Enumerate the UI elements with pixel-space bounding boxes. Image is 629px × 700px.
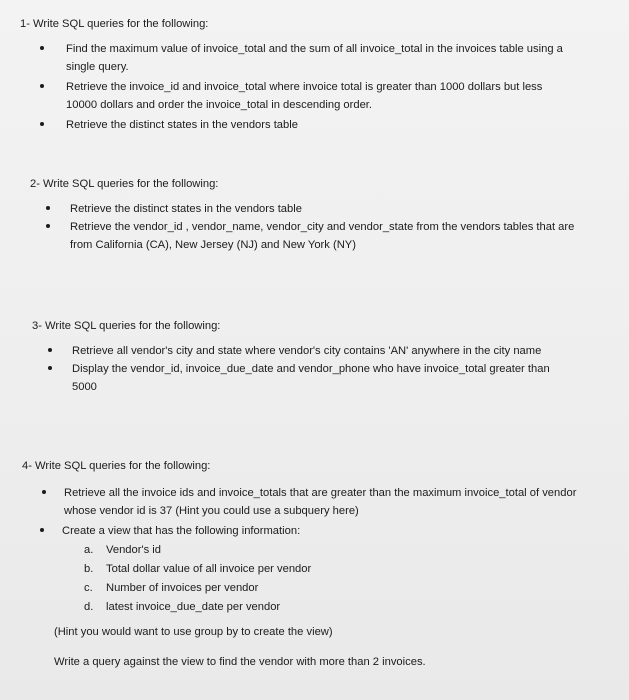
section-4-list (0, 484, 629, 617)
hint-note: (Hint you would want to use group by to create the view) (54, 626, 333, 638)
bullet-icon (46, 206, 50, 210)
section-1-list (0, 40, 629, 134)
section-2-item-2: Retrieve the vendor_id , vendor_name, vendor_city and vendor_state from the vendors tables that are from California (CA), New Jersey (NJ) and New York (NY) (0, 218, 580, 254)
view-field-item: d. latest invoice_due_date per vendor (84, 601, 281, 613)
bullet-icon (40, 84, 44, 88)
section-3-item-2: Display the vendor_id, invoice_due_date and vendor_phone who have invoice_total greater than 5000 (0, 360, 572, 396)
section-2-list (0, 200, 629, 254)
section-4-heading: 4- Write SQL queries for the following: (22, 460, 211, 472)
section-1-item-2: Retrieve the invoice_id and invoice_total where invoice total is greater than 1000 dollars but less 10000 dollars and order the invoice_total in descending order. (0, 78, 576, 114)
section-3-item-1: Retrieve all vendor's city and state where vendor's city contains 'AN' anywhere in the city name (0, 342, 587, 360)
bullet-icon (48, 366, 52, 370)
bullet-icon (40, 46, 44, 50)
view-fields-list (84, 541, 582, 617)
bullet-icon (40, 122, 44, 126)
section-1-item-3: Retrieve the distinct states in the vendors table (0, 116, 576, 134)
final-instruction: Write a query against the view to find the vendor with more than 2 invoices. (54, 656, 426, 668)
view-field-item: a. Vendor's id (84, 544, 162, 556)
section-4-item-2: Create a view that has the following information: a. Vendor's id b. Total dollar value of all invoice per vendor c. Number of invoices per vendor d. latest invoice_due_date per vendor (0, 522, 582, 617)
bullet-icon (46, 224, 50, 228)
bullet-icon (40, 528, 44, 532)
view-field-item: c. Number of invoices per vendor (84, 582, 259, 594)
view-field-item: b. Total dollar value of all invoice per vendor (84, 563, 312, 575)
section-2-heading: 2- Write SQL queries for the following: (30, 178, 219, 190)
section-3-heading: 3- Write SQL queries for the following: (32, 320, 221, 332)
section-1-item-1: Find the maximum value of invoice_total and the sum of all invoice_total in the invoices table using a single query. (0, 40, 576, 76)
section-3-list (0, 342, 629, 396)
bullet-icon (48, 348, 52, 352)
section-2-item-1: Retrieve the distinct states in the vendors table (0, 200, 580, 218)
section-4-item-1: Retrieve all the invoice ids and invoice_totals that are greater than the maximum invoice_total of vendor whose vendor id is 37 (Hint you could use a subquery here) (0, 484, 592, 520)
section-1-heading: 1- Write SQL queries for the following: (20, 18, 209, 30)
bullet-icon (42, 490, 46, 494)
